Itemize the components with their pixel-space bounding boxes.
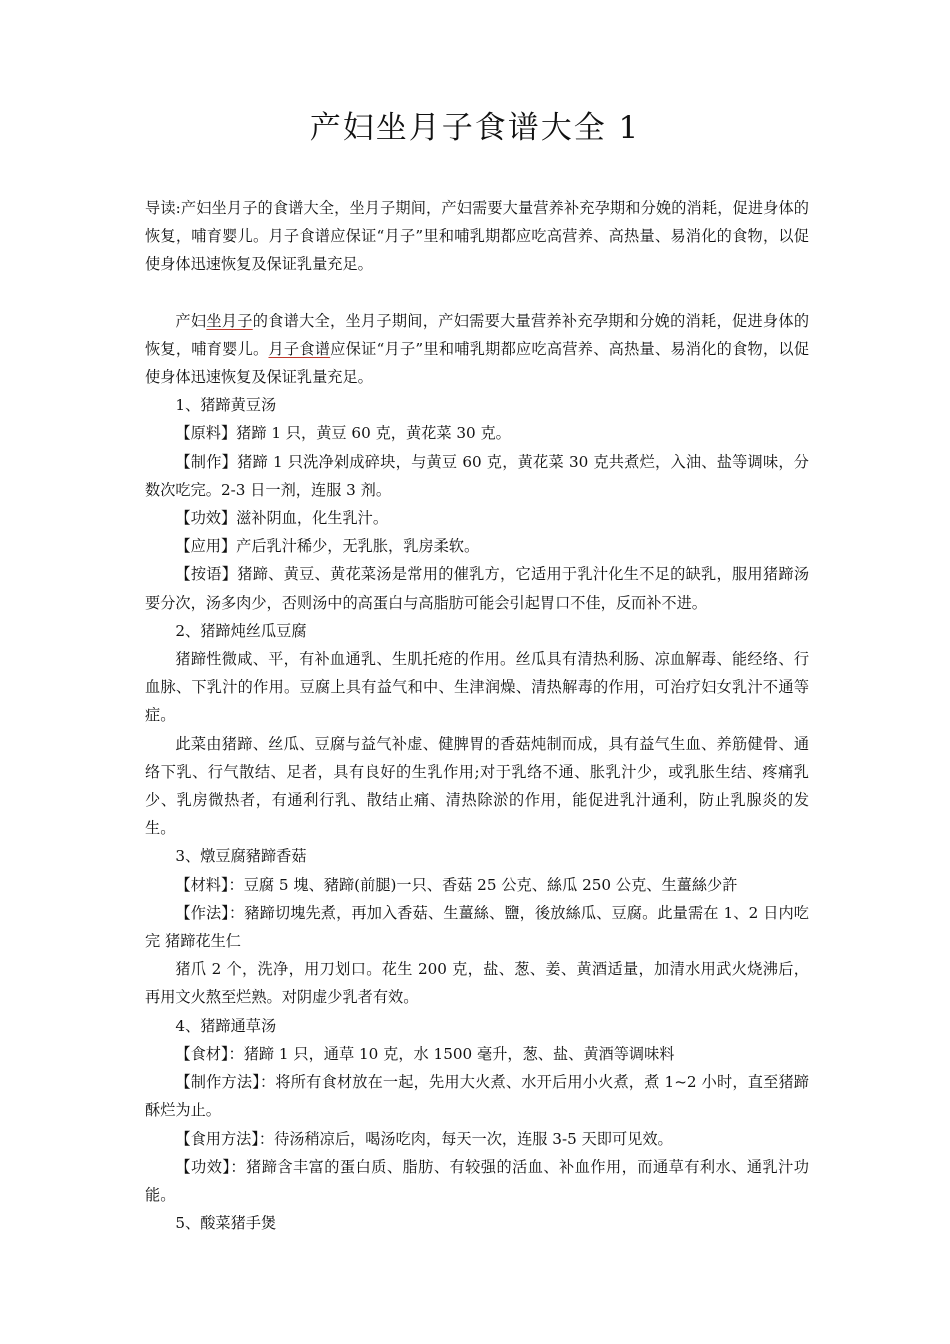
recipe3-ingredients: 【材料】：豆腐 5 塊、豬蹄(前腿)一只、香菇 25 公克、絲瓜 250 公克、生薑絲少許 — [175, 875, 738, 894]
overview-text-b: 的食谱大全，坐月子期间，产妇需要大量营养补充孕期和分娩的消耗，促进身体的恢复，哺育婴儿。 — [145, 311, 810, 358]
section-heading-4: 4、猪蹄通草汤 — [175, 1016, 277, 1035]
recipe2-paragraph-2: 此菜由猪蹄、丝瓜、豆腐与益气补虚、健脾胃的香菇炖制而成，具有益气生血、养筋健骨、通络下乳、行气散结、足者，具有良好的生乳作用;对于乳络不通、胀乳汁少，或乳胀生结、疼痛乳少、乳房微热者，有通利行乳、散结止痛、清热除淤的作用，能促进乳汁通利，防止乳腺炎的发生。 — [145, 734, 809, 838]
recipe4-effect: 【功效】：猪蹄含丰富的蛋白质、脂肪、有较强的活血、补血作用，而通草有利水、通乳汁功能。 — [145, 1157, 809, 1204]
section-heading-3: 3、燉豆腐豬蹄香菇 — [175, 847, 307, 866]
link-yuezi-shipu[interactable]: 月子食谱 — [268, 339, 331, 358]
link-zuoyuezi[interactable]: 坐月子 — [206, 311, 253, 330]
recipe1-note: 【按语】猪蹄、黄豆、黄花菜汤是常用的催乳方，它适用于乳汁化生不足的缺乳，服用猪蹄汤要分次，汤多肉少，否则汤中的高蛋白与高脂肪可能会引起胃口不佳，反而补不进。 — [145, 565, 809, 612]
overview-text-a: 产妇 — [175, 311, 207, 330]
recipe3-paragraph: 猪爪 2 个，洗净，用刀划口。花生 200 克，盐、葱、姜、黄酒适量，加清水用武火烧沸后，再用文火熬至烂熟。对阴虚少乳者有效。 — [145, 960, 809, 1007]
document-body — [145, 194, 809, 1237]
recipe4-eating: 【食用方法】：待汤稍凉后，喝汤吃肉，每天一次，连服 3-5 天即可见效。 — [175, 1129, 673, 1148]
section-heading-5: 5、酸菜猪手煲 — [175, 1214, 277, 1233]
recipe3-method: 【作法】：豬蹄切塊先煮，再加入香菇、生薑絲、鹽，後放絲瓜、豆腐。此量需在 1、2 日内吃完 猪蹄花生仁 — [145, 903, 809, 951]
page-title: 产妇坐月子食谱大全 1 — [309, 110, 641, 146]
recipe1-ingredients: 【原料】猪蹄 1 只，黄豆 60 克，黄花菜 30 克。 — [175, 424, 511, 443]
recipe4-ingredients: 【食材】：猪蹄 1 只，通草 10 克，水 1500 毫升，葱、盐、黄酒等调味料 — [175, 1044, 675, 1063]
recipe1-effect: 【功效】滋补阴血，化生乳汁。 — [175, 509, 389, 528]
overview-text-c: 应保证“月子”里和哺乳期都应吃高营养、高热量、易消化的食物，以促使身体迅速恢复及保证乳量充足。 — [145, 339, 810, 387]
recipe1-usage: 【应用】产后乳汁稀少，无乳胀，乳房柔软。 — [175, 537, 480, 556]
section-heading-2: 2、猪蹄炖丝瓜豆腐 — [175, 621, 307, 640]
recipe1-method: 【制作】猪蹄 1 只洗净剁成碎块，与黄豆 60 克，黄花菜 30 克共煮烂，入油、盐等调味，分数次吃完。2-3 日一剂，连服 3 剂。 — [145, 452, 809, 499]
intro-paragraph: 导读:产妇坐月子的食谱大全，坐月子期间，产妇需要大量营养补充孕期和分娩的消耗，促进身体的恢复，哺育婴儿。月子食谱应保证“月子”里和哺乳期都应吃高营养、高热量、易消化的食物，以促使身体迅速恢复及保证乳量充足。 — [145, 199, 809, 274]
recipe4-method: 【制作方法】：将所有食材放在一起，先用大火煮、水开后用小火煮，煮 1~2 小时，直至猪蹄酥烂为止。 — [145, 1073, 809, 1120]
section-heading-1: 1、猪蹄黄豆汤 — [175, 396, 277, 415]
paragraph-overview — [145, 307, 809, 392]
recipe2-paragraph-1: 猪蹄性微咸、平，有补血通乳、生肌托疮的作用。丝瓜具有清热利肠、凉血解毒、能经络、行血脉、下乳汁的作用。豆腐上具有益气和中、生津润燥、清热解毒的作用，可治疗妇女乳汁不通等症。 — [145, 650, 809, 725]
